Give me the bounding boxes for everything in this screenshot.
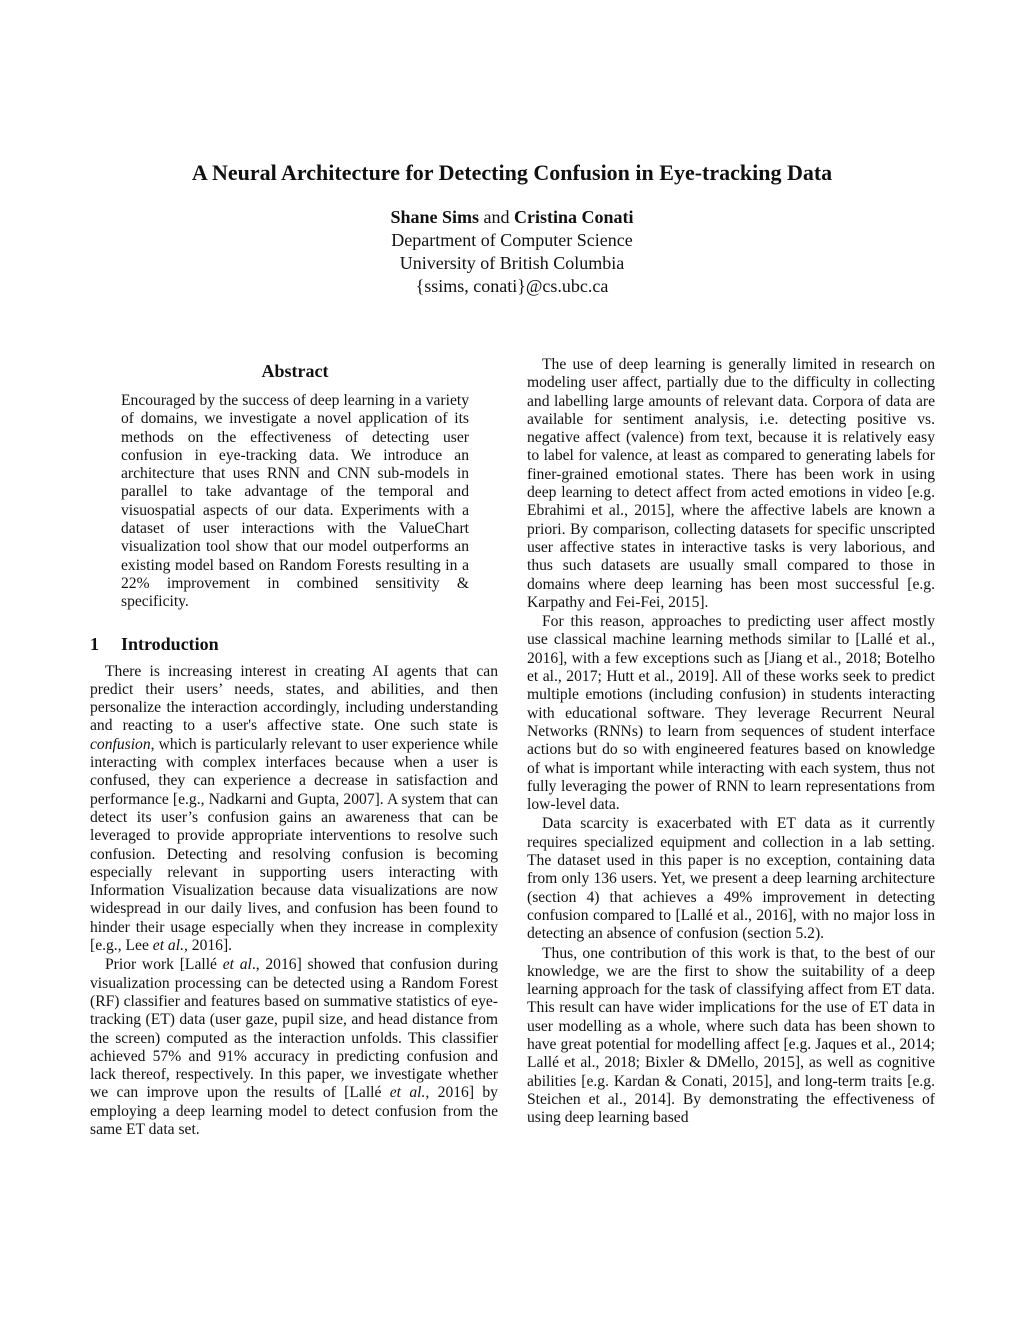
p2-text-b: ., 2016] showed that confusion during visualization processing can be detected using a Random Forest (RF) classifier and features based on summative statistics of eye-tracking (ET) data (user gaze, pupil size, and head distance from the screen) computed as the interaction unfolds. This classifier achieved 57% and 91% accuracy in predicting confusion and lack thereof, respectively. In this paper, we investigate whether we can improve upon the results of [Lallé: [90, 956, 498, 1102]
p2-emphasis-2: et al.,: [389, 1084, 430, 1102]
abstract: [90, 360, 498, 612]
intro-paragraph-2: [90, 956, 498, 1139]
p2-emphasis: et al: [222, 956, 252, 974]
department: Department of Computer Science: [391, 230, 633, 250]
section-number: 1: [90, 633, 99, 654]
paper-title: A Neural Architecture for Detecting Confusion in Eye-tracking Data: [191, 160, 833, 185]
right-column: [527, 356, 935, 1127]
section-title: Introduction: [121, 633, 219, 654]
p2-text-a: Prior work [Lallé: [105, 956, 223, 974]
p1-text-a: There is increasing interest in creating AI agents that can predict their users’ needs, states, and abilities, and then personalize the interaction accordingly, including understanding and reacting to a user's affective state. One such state is: [90, 662, 498, 735]
author-block: [0, 206, 1024, 298]
author-names: [0, 206, 1024, 229]
p1-text-c: 2016].: [187, 937, 233, 955]
section-heading-introduction: [90, 633, 498, 655]
intro-paragraph-4: For this reason, approaches to predicting user affect mostly use classical machine learning methods similar to [Lallé et al., 2016], with a few exceptions such as [Jiang et al., 2018; Botelho et al., 2017; Hutt et al., 2019]. All of these works seek to predict multiple emotions (including confusion) in students interacting with educational software. They leverage Recurrent Neural Networks (RNNs) to learn from sequences of student interface actions but do so with engineered features based on knowledge of what is important while interacting with each system, thus not fully leveraging the power of RNN to learn representations from low-level data.: [527, 613, 935, 814]
email: {ssims, conati}@cs.ubc.ca: [415, 276, 609, 296]
intro-paragraph-5: Data scarcity is exacerbated with ET data as it currently requires specialized equipment and collection in a lab setting. The dataset used in this paper is no exception, containing data from only 136 users. Yet, we present a deep learning architecture (section 4) that achieves a 49% improvement in detecting confusion compared to [Lallé et al., 2016], with no major loss in detecting an absence of confusion (section 5.2).: [527, 815, 935, 943]
intro-paragraph-3: The use of deep learning is generally limited in research on modeling user affect, partially due to the difficulty in collecting and labelling large amounts of relevant data. Corpora of data are available for sentiment analysis, i.e. detecting positive vs. negative affect (valence) from text, because it is relatively easy to label for valence, at least as compared to generating labels for finer-grained emotional states. There has been work in using deep learning to detect affect from acted emotions in video [e.g. Ebrahimi et al., 2015], where the affective labels are known a priori. By comparison, collecting datasets for specific unscripted user affective states in interactive tasks is very laborious, and thus such datasets are usually small compared to those in domains where deep learning has been most successful [e.g. Karpathy and Fei-Fei, 2015].: [527, 356, 935, 611]
abstract-heading: Abstract: [261, 361, 329, 381]
author-conjunction: and: [479, 207, 515, 227]
intro-paragraph-1: [90, 663, 498, 956]
university: University of British Columbia: [399, 253, 625, 273]
p2-text-c: 2016] by employing a deep learning model to detect confusion from the same ET data set.: [90, 1084, 498, 1138]
second-author: Cristina Conati: [514, 207, 634, 227]
left-column: [90, 356, 498, 1139]
p1-emphasis: confusion: [90, 735, 151, 753]
abstract-text: Encouraged by the success of deep learning in a variety of domains, we investigate a novel application of its methods on the effectiveness of detecting user confusion in eye-tracking data. We introduce an architecture that uses RNN and CNN sub-models in parallel to take advantage of the temporal and visuospatial aspects of our data. Experiments with a dataset of user interactions with the ValueChart visualization tool show that our model outperforms an existing model based on Random Forests resulting in a 22% improvement in combined sensitivity & specificity.: [121, 392, 469, 611]
intro-paragraph-6: Thus, one contribution of this work is that, to the best of our knowledge, we are the first to show the suitability of a deep learning approach for the task of classifying affect from ET data. This result can have wider implications for the use of ET data in user modelling as a whole, where such data has been shown to have great potential for modelling affect [e.g. Jaques et al., 2014; Lallé et al., 2018; Bixler & DMello, 2015], as well as cognitive abilities [e.g. Kardan & Conati, 2015], and long-term traits [e.g. Steichen et al., 2014]. By demonstrating the effectiveness of using deep learning based: [527, 944, 935, 1127]
first-author: Shane Sims: [390, 207, 480, 227]
p1-text-b: , which is particularly relevant to user experience while interacting with complex interfaces because when a user is confused, they can experience a decrease in satisfaction and performance [e.g., Nadkarni and Gupta, 2007]. A system that can detect its user’s confusion gains an awareness that can be leveraged to provide appropriate interventions to resolve such confusion. Detecting and resolving confusion is becoming especially relevant in supporting users interacting with Information Visualization because data visualizations are now widespread in our daily lives, and confusion has been found to hinder their usage especially when they increase in complexity [e.g., Lee: [90, 735, 498, 955]
p1-emphasis-2: et al.,: [152, 937, 188, 955]
